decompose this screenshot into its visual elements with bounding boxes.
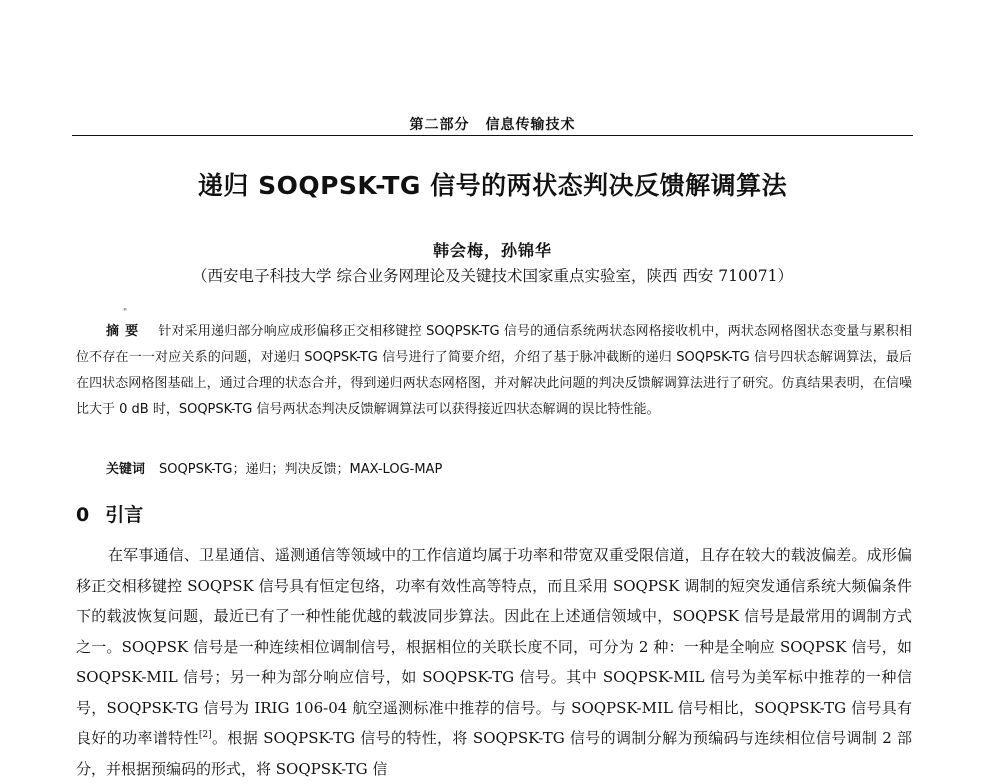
intro-text-part-a: 在军事通信、卫星通信、遥测通信等领域中的工作信道均属于功率和带宽双重受限信道，且存在较大的载波偏差。成形偏移正交相移键控 SOQPSK 信号具有恒定包络，功率有效性高等特点，而且采用 SOQPSK 调制的短突发通信系统大频偏条件下的载波恢复问题，最近已有了一种性能优越的载波同步算法。因此在上述通信领域中，SOQPSK 信号是最常用的调制方式之一。SOQPSK 信号是一种连续相位调制信号，根据相位的关联长度不同，可分为 2 种：一种是全响应 SOQPSK 信号，如 SOQPSK-MIL 信号；另一种为部分响应信号，如 SOQPSK-TG 信号。其中 SOQPSK-MIL 信号为美军标中推荐的一种信号，SOQPSK-TG 信号为 IRIG 106-04 航空遥测标准中推荐的信号。与 SOQPSK-MIL 信号相比，SOQPSK-TG 信号具有良好的功率谱特性 (76, 546, 912, 747)
section-number: 0 (76, 504, 90, 526)
keywords-label: 关键词 (106, 462, 146, 477)
abstract (76, 319, 912, 423)
intro-paragraph (76, 540, 912, 784)
paper-authors: 韩会梅，孙锦华 (432, 241, 552, 260)
header-part: 第二部分 (409, 117, 470, 133)
paper-affiliation: （西安电子科技大学 综合业务网理论及关键技术国家重点实验室，陕西 西安 710071） (192, 267, 793, 285)
abstract-label: 摘要 (106, 324, 145, 339)
keywords (106, 458, 442, 477)
scan-mark: " (123, 308, 128, 318)
section-heading (76, 500, 143, 527)
running-header (72, 114, 913, 134)
section-title: 引言 (105, 504, 144, 526)
header-rule (72, 135, 913, 136)
citation-ref[interactable]: [2] (198, 730, 212, 740)
abstract-text: 针对采用递归部分响应成形偏移正交相移键控 SOQPSK-TG 信号的通信系统两状态网格接收机中，两状态网格图状态变量与累积相位不存在一一对应关系的问题，对递归 SOQPSK-TG 信号进行了简要介绍，介绍了基于脉冲截断的递归 SOQPSK-TG 信号四状态解调算法，最后在四状态网格图基础上，通过合理的状态合并，得到递归两状态网格图，并对解决此问题的判决反馈解调算法进行了研究。仿真结果表明，在信噪比大于 0 dB 时，SOQPSK-TG 信号两状态判决反馈解调算法可以获得接近四状态解调的误比特性能。 (76, 324, 912, 417)
header-topic: 信息传输技术 (485, 117, 576, 133)
keywords-text: SOQPSK-TG；递归；判决反馈；MAX-LOG-MAP (159, 462, 443, 477)
paper-title: 递归 SOQPSK-TG 信号的两状态判决反馈解调算法 (197, 171, 788, 200)
intro-text-part-b: 。根据 SOQPSK-TG 信号的特性，将 SOQPSK-TG 信号的调制分解为预编码与连续相位信号调制 2 部分，并根据预编码的形式，将 SOQPSK-TG 信 (76, 729, 912, 778)
